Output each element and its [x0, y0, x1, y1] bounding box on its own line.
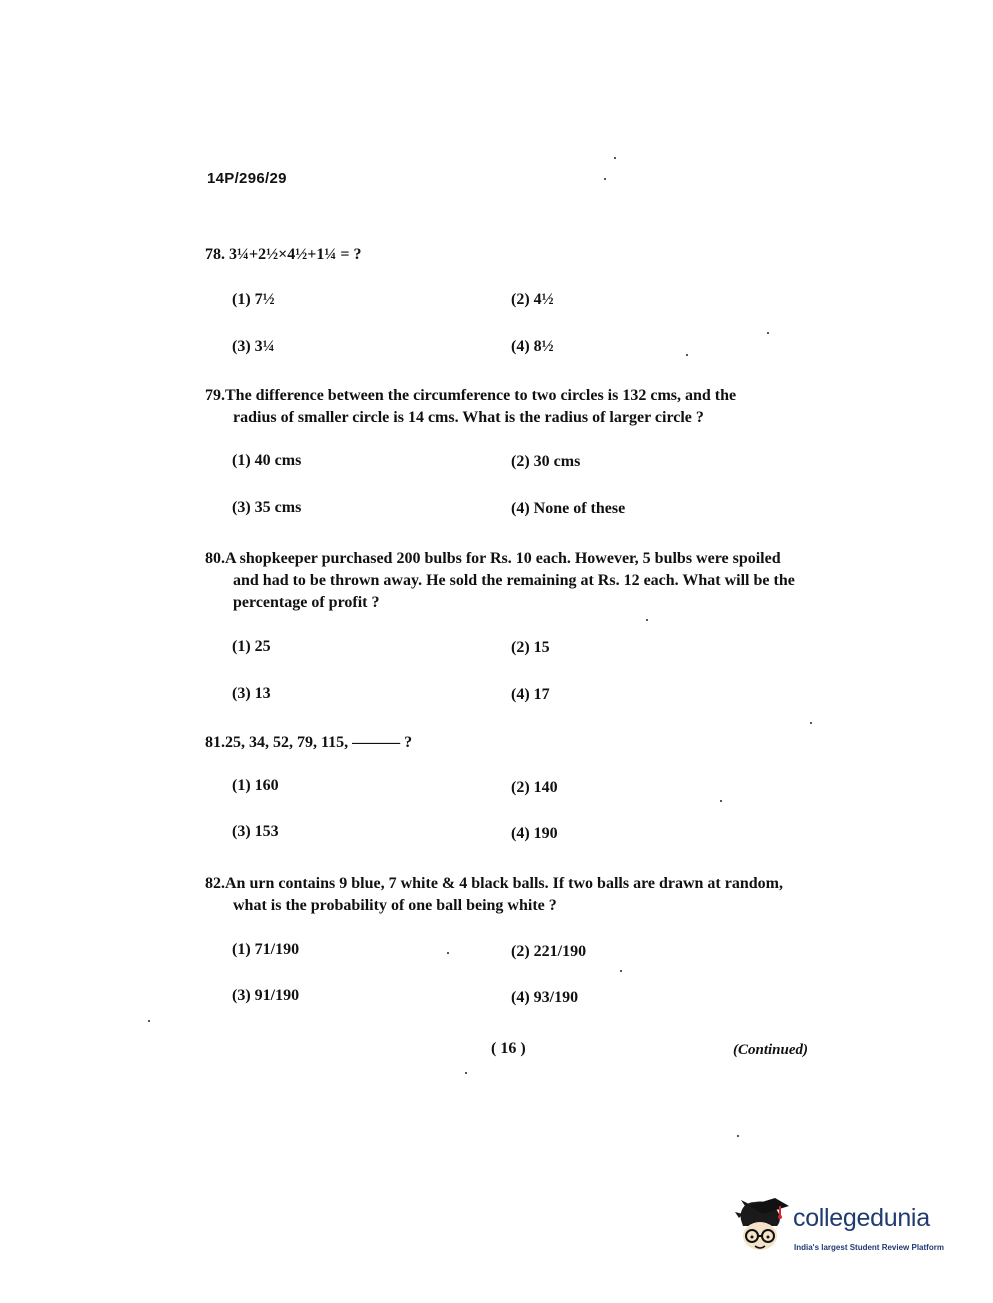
option-80-2: (2) 15 [511, 639, 550, 656]
logo-name: collegedunia [793, 1204, 930, 1232]
question-text-line-2: and had to be thrown away. He sold the remaining at Rs. 12 each. What will be the [233, 572, 795, 589]
question-number: 79. [205, 387, 225, 404]
scan-speck [646, 619, 648, 621]
option-80-4: (4) 17 [511, 686, 550, 703]
option-81-4: (4) 190 [511, 825, 558, 842]
option-81-1: (1) 160 [232, 777, 279, 794]
scan-speck [614, 157, 616, 159]
scan-speck [604, 178, 606, 180]
option-79-1: (1) 40 cms [232, 452, 302, 469]
question-80 [205, 548, 825, 614]
question-79 [205, 385, 825, 429]
scan-speck [720, 800, 722, 802]
question-text-line-2: radius of smaller circle is 14 cms. What is the radius of larger circle ? [233, 409, 704, 426]
option-80-3: (3) 13 [232, 685, 271, 702]
option-82-2: (2) 221/190 [511, 943, 587, 960]
option-79-3: (3) 35 cms [232, 499, 302, 516]
question-number: 82. [205, 875, 225, 892]
option-78-1: (1) 7½ [232, 291, 275, 308]
question-number: 81. [205, 734, 225, 751]
scan-speck [767, 332, 769, 334]
scan-speck [737, 1135, 739, 1137]
scan-speck [447, 952, 449, 954]
question-text-line-3: percentage of profit ? [233, 594, 380, 611]
option-78-4: (4) 8½ [511, 338, 554, 355]
page-number: ( 16 ) [491, 1040, 526, 1057]
scan-speck [810, 722, 812, 724]
scan-speck [148, 1020, 150, 1022]
question-text: 25, 34, 52, 79, 115, ——— ? [225, 734, 413, 751]
collegedunia-logo [735, 1196, 965, 1260]
option-81-2: (2) 140 [511, 779, 558, 796]
option-82-1: (1) 71/190 [232, 941, 300, 958]
question-81 [205, 732, 825, 754]
option-78-2: (2) 4½ [511, 291, 554, 308]
question-text: The difference between the circumference to two circles is 132 cms, and the [225, 387, 737, 404]
question-text-line-2: what is the probability of one ball being white ? [233, 897, 557, 914]
option-79-4: (4) None of these [511, 500, 626, 517]
paper-code: 14P/296/29 [207, 170, 287, 187]
option-80-1: (1) 25 [232, 638, 271, 655]
question-text: A shopkeeper purchased 200 bulbs for Rs. 10 each. However, 5 bulbs were spoiled [225, 550, 781, 567]
question-number: 80. [205, 550, 225, 567]
option-82-3: (3) 91/190 [232, 987, 300, 1004]
continued-label: (Continued) [733, 1042, 809, 1058]
scan-speck [465, 1072, 467, 1074]
question-number: 78. [205, 246, 225, 263]
option-81-3: (3) 153 [232, 823, 279, 840]
question-text: An urn contains 9 blue, 7 white & 4 black balls. If two balls are drawn at random, [225, 875, 783, 892]
option-78-3: (3) 3¼ [232, 338, 275, 355]
scan-speck [620, 970, 622, 972]
question-78 [205, 244, 825, 266]
question-text: 3¼+2½×4½+1¼ = ? [229, 246, 362, 263]
mascot-icon [735, 1196, 795, 1260]
question-82 [205, 873, 825, 917]
option-82-4: (4) 93/190 [511, 989, 579, 1006]
scan-speck [686, 354, 688, 356]
option-79-2: (2) 30 cms [511, 453, 581, 470]
logo-tagline: India's largest Student Review Platform [794, 1243, 944, 1252]
